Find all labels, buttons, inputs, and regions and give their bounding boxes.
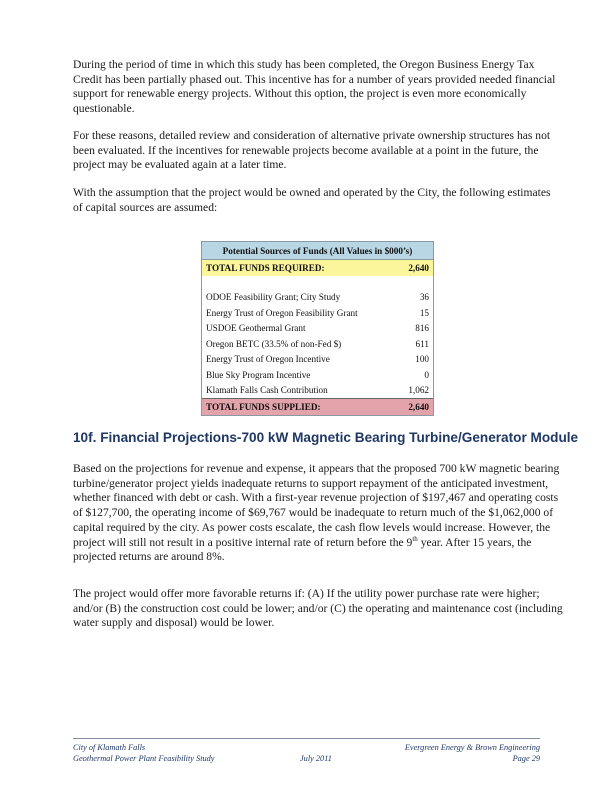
paragraph-text: Based on the projections for revenue and expense, it appears that the proposed 700 kW magnetic bearing turbine/generator project yields inadequate returns to support repayment of the anticipated investment, whether financed with debt or cash. With a first-year revenue projection of $197,467 and operating costs of $127,700, the operating income of $69,767 would be inadequate to return much of the $1,062,000 of capital required by the city. As power costs escalate, the cash flow levels would increase. However, the project will still not result in a positive internal rate of return before the 9 bbox=[73, 462, 560, 549]
funds-supplied-label: TOTAL FUNDS SUPPLIED: bbox=[202, 399, 398, 416]
funds-item-value: 0 bbox=[398, 367, 434, 383]
table-row bbox=[202, 321, 434, 337]
ordinal-superscript: th bbox=[412, 534, 418, 543]
paragraph-text: year. After 15 years, the projected returns are around 8%. bbox=[73, 535, 532, 564]
paragraph-capital-sources: With the assumption that the project would be owned and operated by the City, the following estimates of capital sources are assumed: bbox=[73, 186, 551, 214]
footer-date: July 2011 bbox=[300, 754, 332, 763]
paragraph-ownership: For these reasons, detailed review and consideration of alternative private ownership structures has not been evaluated. If the incentives for renewable projects become available at a point in the future, the project may be evaluated again at a later time. bbox=[73, 129, 551, 172]
table-row bbox=[202, 305, 434, 321]
footer-page-number: Page 29 bbox=[512, 754, 540, 763]
funds-item-value: 36 bbox=[398, 290, 434, 306]
funds-table bbox=[201, 241, 434, 416]
footer-city: City of Klamath Falls bbox=[73, 743, 146, 752]
paragraph-financial-projections bbox=[73, 462, 563, 565]
funds-item-label: Oregon BETC (33.5% of non-Fed $) bbox=[202, 336, 398, 352]
table-row bbox=[202, 336, 434, 352]
funds-supplied-row bbox=[202, 399, 434, 416]
funds-item-value: 816 bbox=[398, 321, 434, 337]
table-row bbox=[202, 290, 434, 306]
footer-authors: Evergreen Energy & Brown Engineering bbox=[404, 743, 540, 752]
funds-table-title: Potential Sources of Funds (All Values in $000’s) bbox=[202, 242, 434, 260]
funds-item-value: 611 bbox=[398, 336, 434, 352]
funds-item-label: Blue Sky Program Incentive bbox=[202, 367, 398, 383]
footer-divider bbox=[73, 738, 540, 739]
section-heading: 10f. Financial Projections-700 kW Magnetic Bearing Turbine/Generator Module bbox=[73, 430, 579, 445]
funds-required-label: TOTAL FUNDS REQUIRED: bbox=[202, 260, 398, 276]
funds-item-label: USDOE Geothermal Grant bbox=[202, 321, 398, 337]
footer-study-title: Geothermal Power Plant Feasibility Study bbox=[73, 754, 215, 763]
funds-required-value: 2,640 bbox=[398, 260, 434, 276]
funds-supplied-value: 2,640 bbox=[398, 399, 434, 416]
funds-spacer-row bbox=[202, 276, 434, 290]
funds-item-label: Energy Trust of Oregon Feasibility Grant bbox=[202, 305, 398, 321]
table-row bbox=[202, 383, 434, 399]
funds-item-label: Energy Trust of Oregon Incentive bbox=[202, 352, 398, 368]
funds-item-value: 1,062 bbox=[398, 383, 434, 399]
funds-item-value: 100 bbox=[398, 352, 434, 368]
table-row bbox=[202, 352, 434, 368]
funds-table-header bbox=[202, 242, 434, 260]
funds-item-label: Klamath Falls Cash Contribution bbox=[202, 383, 398, 399]
funds-required-row bbox=[202, 260, 434, 276]
paragraph-tax-credit: During the period of time in which this study has been completed, the Oregon Business Energy Tax Credit has been partially phased out. This incentive has for a number of years provided needed financial support for renewable energy projects. Without this option, the project is even more economically questionable. bbox=[73, 58, 556, 116]
paragraph-favorable-returns: The project would offer more favorable returns if: (A) If the utility power purchase rate were higher; and/or (B) the construction cost could be lower; and/or (C) the operating and maintenance cost (including water supply and disposal) would be lower. bbox=[73, 587, 563, 630]
table-row bbox=[202, 367, 434, 383]
funds-item-label: ODOE Feasibility Grant; City Study bbox=[202, 290, 398, 306]
funds-item-value: 15 bbox=[398, 305, 434, 321]
